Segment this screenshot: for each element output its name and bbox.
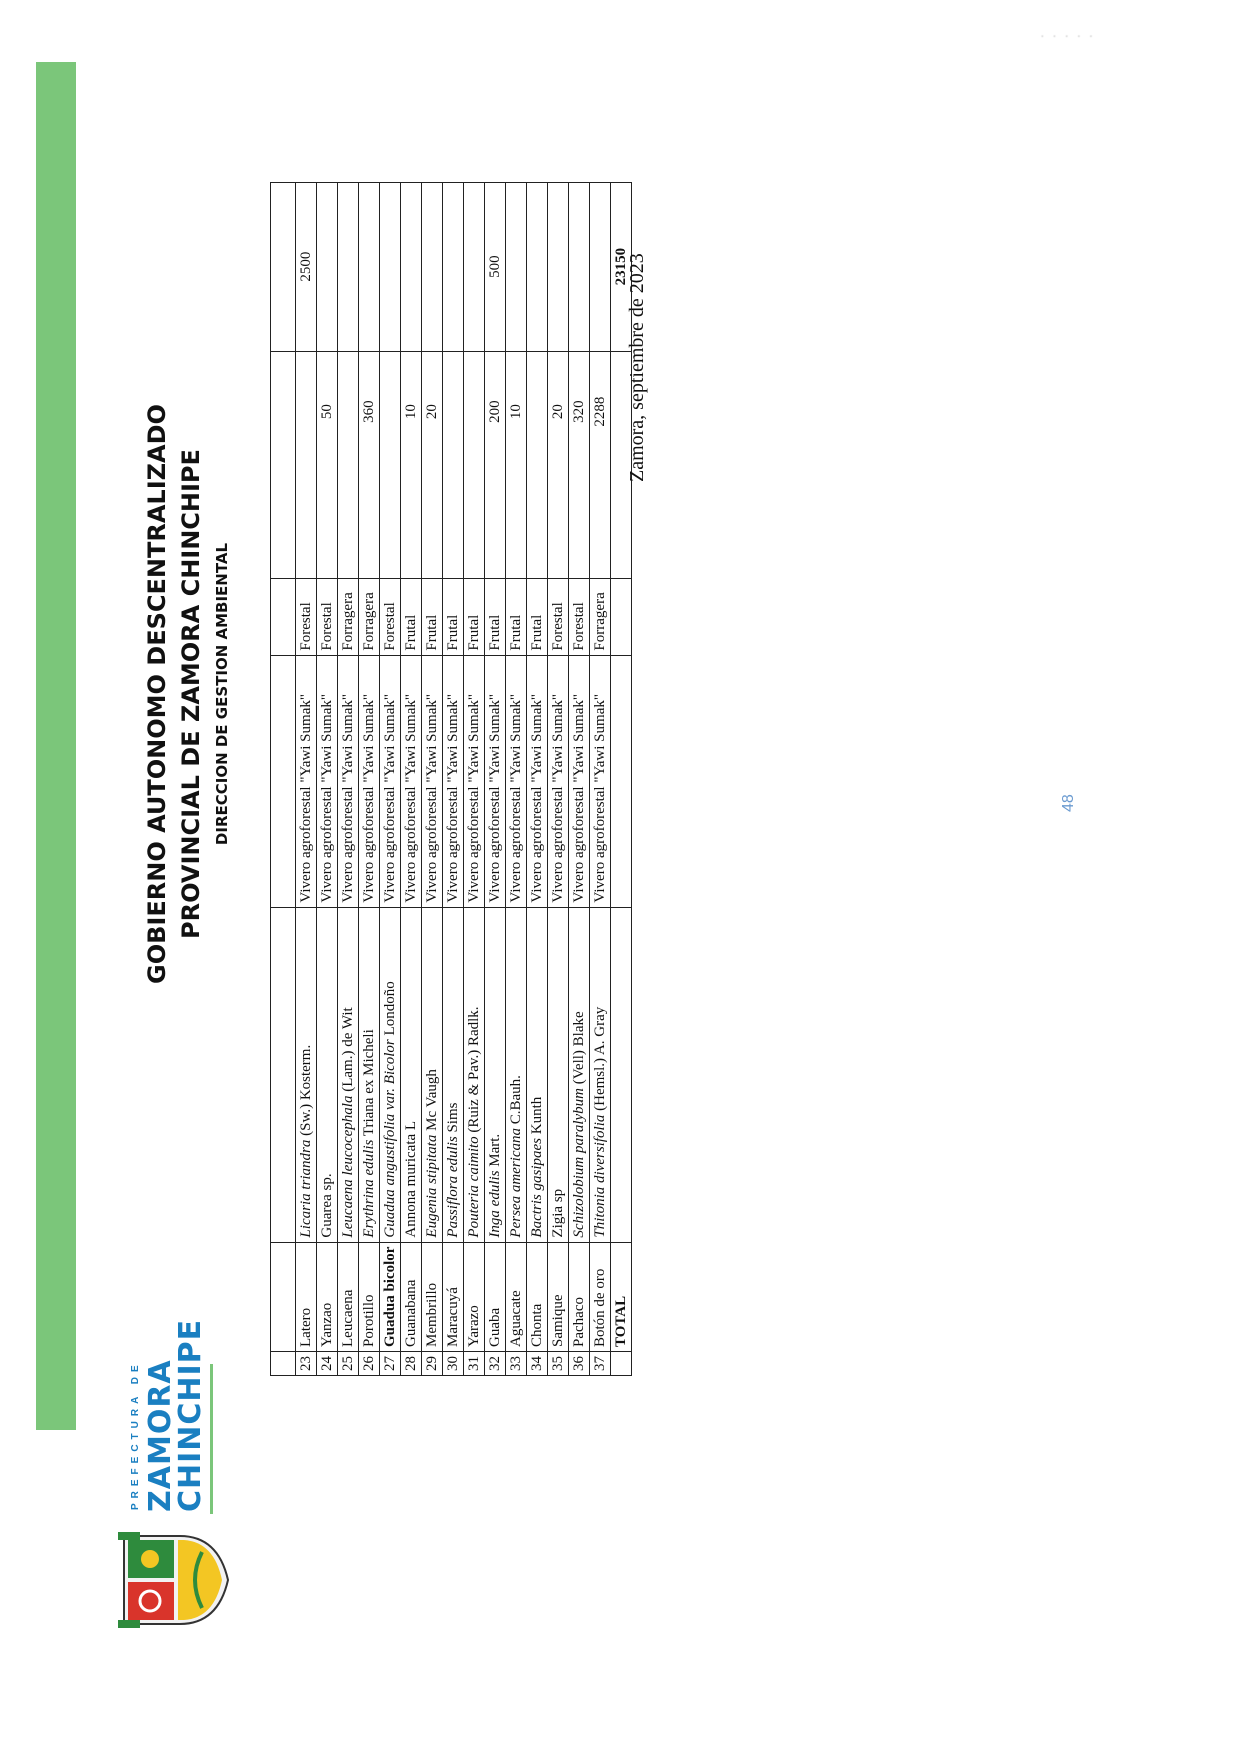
quantity-col-b: 2288 bbox=[590, 351, 611, 472]
scientific-name-part: C.Bauh. bbox=[508, 1075, 524, 1128]
quantity-col-a bbox=[590, 472, 611, 579]
quantity-col-b: 20 bbox=[548, 351, 569, 472]
table-row bbox=[380, 182, 401, 1375]
scientific-name bbox=[359, 907, 380, 1242]
total-value: 23150 bbox=[611, 182, 632, 351]
scientific-name-part: Inga edulis bbox=[487, 1170, 503, 1238]
quantity-col-c bbox=[569, 182, 590, 351]
logo-chinchipe-text: CHINCHIPE bbox=[173, 1318, 208, 1512]
quantity-col-c bbox=[380, 182, 401, 351]
common-name: Yanzao bbox=[317, 1242, 338, 1351]
header-line-3: DIRECCION DE GESTION AMBIENTAL bbox=[213, 542, 231, 846]
total-empty bbox=[611, 578, 632, 655]
scientific-name-part: Schizolobium paralybum bbox=[571, 1087, 587, 1238]
row-number: 33 bbox=[506, 1352, 527, 1376]
quantity-col-b: 360 bbox=[359, 351, 380, 472]
scientific-name-part: (Ruiz & Pav.) Radlk. bbox=[466, 1006, 482, 1137]
quantity-col-a bbox=[464, 472, 485, 579]
scientific-name bbox=[569, 907, 590, 1242]
row-number: 31 bbox=[464, 1352, 485, 1376]
scientific-name bbox=[506, 907, 527, 1242]
species-table bbox=[270, 182, 632, 1376]
plant-type: Forragera bbox=[359, 578, 380, 655]
nursery-name: Vivero agroforestal "Yawi Sumak" bbox=[380, 655, 401, 907]
row-number: 23 bbox=[296, 1352, 317, 1376]
scientific-name-part: (Lam.) de Wit bbox=[340, 1007, 356, 1096]
quantity-col-c: 500 bbox=[485, 182, 506, 351]
document-date: Zamora, septiembre de 2023 bbox=[626, 253, 648, 482]
scientific-name-part: Thitonia diversifolia bbox=[592, 1114, 608, 1238]
scientific-name bbox=[380, 907, 401, 1242]
total-empty bbox=[611, 907, 632, 1242]
table-row bbox=[422, 182, 443, 1375]
scientific-name bbox=[485, 907, 506, 1242]
quantity-col-b bbox=[338, 351, 359, 472]
quantity-col-a bbox=[506, 472, 527, 579]
scientific-name bbox=[527, 907, 548, 1242]
scientific-name-part: (Sw.) Kosterm. bbox=[298, 1044, 314, 1140]
nursery-name: Vivero agroforestal "Yawi Sumak" bbox=[443, 655, 464, 907]
scientific-name-part: Passiflora edulis bbox=[445, 1136, 461, 1238]
plant-type: Frutal bbox=[401, 578, 422, 655]
quantity-col-c bbox=[527, 182, 548, 351]
scientific-name-part: Kunth bbox=[529, 1096, 545, 1138]
quantity-col-a bbox=[443, 472, 464, 579]
common-name: Yarazo bbox=[464, 1242, 485, 1351]
nursery-name: Vivero agroforestal "Yawi Sumak" bbox=[548, 655, 569, 907]
common-name: Aguacate bbox=[506, 1242, 527, 1351]
logo-underline bbox=[210, 1364, 213, 1514]
scientific-name-part: Licaria triandra bbox=[298, 1139, 314, 1238]
plant-type: Frutal bbox=[527, 578, 548, 655]
quantity-col-c bbox=[317, 182, 338, 351]
common-name: Botón de oro bbox=[590, 1242, 611, 1351]
plant-type: Forestal bbox=[380, 578, 401, 655]
nursery-name: Vivero agroforestal "Yawi Sumak" bbox=[464, 655, 485, 907]
scientific-name-part: Mc Vaugh bbox=[424, 1069, 440, 1135]
total-empty bbox=[611, 472, 632, 579]
quantity-col-c bbox=[338, 182, 359, 351]
scientific-name bbox=[338, 907, 359, 1242]
quantity-col-b bbox=[527, 351, 548, 472]
document-header bbox=[140, 194, 234, 1194]
table-row bbox=[338, 182, 359, 1375]
nursery-name: Vivero agroforestal "Yawi Sumak" bbox=[422, 655, 443, 907]
quantity-col-a bbox=[527, 472, 548, 579]
nursery-name: Vivero agroforestal "Yawi Sumak" bbox=[527, 655, 548, 907]
quantity-col-c bbox=[422, 182, 443, 351]
plant-type: Frutal bbox=[464, 578, 485, 655]
row-number: 37 bbox=[590, 1352, 611, 1376]
table-row bbox=[443, 182, 464, 1375]
scan-artifact: · · · · · bbox=[1040, 30, 1096, 45]
table-row bbox=[401, 182, 422, 1375]
plant-type: Forestal bbox=[548, 578, 569, 655]
quantity-col-a bbox=[380, 472, 401, 579]
scientific-name bbox=[401, 907, 422, 1242]
nursery-name: Vivero agroforestal "Yawi Sumak" bbox=[317, 655, 338, 907]
nursery-name: Vivero agroforestal "Yawi Sumak" bbox=[338, 655, 359, 907]
quantity-col-b: 200 bbox=[485, 351, 506, 472]
logo-zamora-text: ZAMORA bbox=[143, 1359, 178, 1512]
table-row bbox=[485, 182, 506, 1375]
quantity-col-a bbox=[296, 472, 317, 579]
quantity-col-c bbox=[464, 182, 485, 351]
table-row bbox=[527, 182, 548, 1375]
quantity-col-c bbox=[548, 182, 569, 351]
coat-of-arms-icon bbox=[118, 1532, 230, 1628]
scientific-name-part: Sims bbox=[445, 1102, 461, 1137]
common-name: Guadua bicolor bbox=[380, 1242, 401, 1351]
quantity-col-a bbox=[359, 472, 380, 579]
scientific-name-part: (Hemsl.) A. Gray bbox=[592, 1006, 608, 1115]
row-number: 27 bbox=[380, 1352, 401, 1376]
quantity-col-c bbox=[590, 182, 611, 351]
total-empty bbox=[611, 1352, 632, 1376]
common-name: Leucaena bbox=[338, 1242, 359, 1351]
scientific-name-part: Erythrina edulis bbox=[361, 1139, 377, 1238]
scientific-name-part: Guadua angustifolia var. Bicolor bbox=[382, 1039, 398, 1238]
common-name: Chonta bbox=[527, 1242, 548, 1351]
quantity-col-c bbox=[443, 182, 464, 351]
common-name: Membrillo bbox=[422, 1242, 443, 1351]
species-table-body bbox=[271, 182, 632, 1375]
scientific-name bbox=[443, 907, 464, 1242]
quantity-col-b bbox=[296, 351, 317, 472]
quantity-col-b: 10 bbox=[506, 351, 527, 472]
nursery-name: Vivero agroforestal "Yawi Sumak" bbox=[569, 655, 590, 907]
plant-type: Forragera bbox=[590, 578, 611, 655]
quantity-col-b bbox=[380, 351, 401, 472]
nursery-name: Vivero agroforestal "Yawi Sumak" bbox=[506, 655, 527, 907]
common-name: Porotillo bbox=[359, 1242, 380, 1351]
table-row bbox=[506, 182, 527, 1375]
nursery-name: Vivero agroforestal "Yawi Sumak" bbox=[590, 655, 611, 907]
scientific-name bbox=[464, 907, 485, 1242]
row-number: 36 bbox=[569, 1352, 590, 1376]
nursery-name: Vivero agroforestal "Yawi Sumak" bbox=[359, 655, 380, 907]
quantity-col-a bbox=[317, 472, 338, 579]
scientific-name-part: Leucaena leucocephala bbox=[340, 1095, 356, 1238]
common-name: Guanabana bbox=[401, 1242, 422, 1351]
green-header-bar bbox=[36, 62, 76, 1430]
plant-type: Frutal bbox=[422, 578, 443, 655]
row-number: 26 bbox=[359, 1352, 380, 1376]
quantity-col-c: 2500 bbox=[296, 182, 317, 351]
total-label: TOTAL bbox=[611, 1242, 632, 1351]
quantity-col-a bbox=[485, 472, 506, 579]
quantity-col-b: 320 bbox=[569, 351, 590, 472]
scientific-name bbox=[317, 907, 338, 1242]
row-number: 24 bbox=[317, 1352, 338, 1376]
quantity-col-c bbox=[359, 182, 380, 351]
row-number: 28 bbox=[401, 1352, 422, 1376]
quantity-col-a bbox=[401, 472, 422, 579]
header-line-2: PROVINCIAL DE ZAMORA CHINCHIPE bbox=[177, 449, 205, 939]
row-number: 30 bbox=[443, 1352, 464, 1376]
scientific-name-part: (Vell) Blake bbox=[571, 1011, 587, 1088]
quantity-col-b: 20 bbox=[422, 351, 443, 472]
scientific-name-part: Triana ex Micheli bbox=[361, 1029, 377, 1140]
scientific-name bbox=[548, 907, 569, 1242]
quantity-col-c bbox=[401, 182, 422, 351]
scientific-name bbox=[296, 907, 317, 1242]
scientific-name-part: Eugenia stipitata bbox=[424, 1134, 440, 1238]
total-empty bbox=[611, 655, 632, 907]
table-header-row bbox=[271, 182, 296, 1375]
quantity-col-b: 10 bbox=[401, 351, 422, 472]
common-name: Maracuyá bbox=[443, 1242, 464, 1351]
common-name: Latero bbox=[296, 1242, 317, 1351]
plant-type: Forestal bbox=[569, 578, 590, 655]
nursery-name: Vivero agroforestal "Yawi Sumak" bbox=[296, 655, 317, 907]
quantity-col-b bbox=[443, 351, 464, 472]
row-number: 34 bbox=[527, 1352, 548, 1376]
logo-prefectura-text: PREFECTURA DE bbox=[130, 1360, 141, 1510]
page-number: 48 bbox=[1060, 794, 1077, 812]
scientific-name bbox=[590, 907, 611, 1242]
plant-type: Forestal bbox=[296, 578, 317, 655]
table-row bbox=[590, 182, 611, 1375]
scientific-name-part: Annona muricata L bbox=[403, 1120, 419, 1238]
table-row bbox=[569, 182, 590, 1375]
nursery-name: Vivero agroforestal "Yawi Sumak" bbox=[485, 655, 506, 907]
nursery-name: Vivero agroforestal "Yawi Sumak" bbox=[401, 655, 422, 907]
quantity-col-c bbox=[506, 182, 527, 351]
scientific-name-part: Pouteria caimito bbox=[466, 1136, 482, 1238]
scientific-name-part: Mart. bbox=[487, 1133, 503, 1171]
plant-type: Frutal bbox=[485, 578, 506, 655]
table-row bbox=[317, 182, 338, 1375]
common-name: Guaba bbox=[485, 1242, 506, 1351]
row-number: 29 bbox=[422, 1352, 443, 1376]
scientific-name-part: Bactris gasipaes bbox=[529, 1137, 545, 1238]
common-name: Pachaco bbox=[569, 1242, 590, 1351]
quantity-col-a bbox=[548, 472, 569, 579]
row-number: 35 bbox=[548, 1352, 569, 1376]
scientific-name bbox=[422, 907, 443, 1242]
plant-type: Frutal bbox=[443, 578, 464, 655]
scientific-name-part: Zigia sp bbox=[550, 1188, 566, 1238]
table-row bbox=[296, 182, 317, 1375]
quantity-col-a bbox=[569, 472, 590, 579]
quantity-col-a bbox=[422, 472, 443, 579]
quantity-col-a bbox=[338, 472, 359, 579]
plant-type: Forestal bbox=[317, 578, 338, 655]
row-number: 25 bbox=[338, 1352, 359, 1376]
plant-type: Frutal bbox=[506, 578, 527, 655]
quantity-col-b: 50 bbox=[317, 351, 338, 472]
row-number: 32 bbox=[485, 1352, 506, 1376]
table-row bbox=[359, 182, 380, 1375]
quantity-col-b bbox=[464, 351, 485, 472]
common-name: Samique bbox=[548, 1242, 569, 1351]
header-line-1: GOBIERNO AUTONOMO DESCENTRALIZADO bbox=[143, 404, 171, 984]
table-row bbox=[548, 182, 569, 1375]
scientific-name-part: Persea americana bbox=[508, 1128, 524, 1238]
scientific-name-part: Londoño bbox=[382, 981, 398, 1040]
scientific-name-part: Guarea sp. bbox=[319, 1173, 335, 1238]
plant-type: Forragera bbox=[338, 578, 359, 655]
table-row bbox=[464, 182, 485, 1375]
